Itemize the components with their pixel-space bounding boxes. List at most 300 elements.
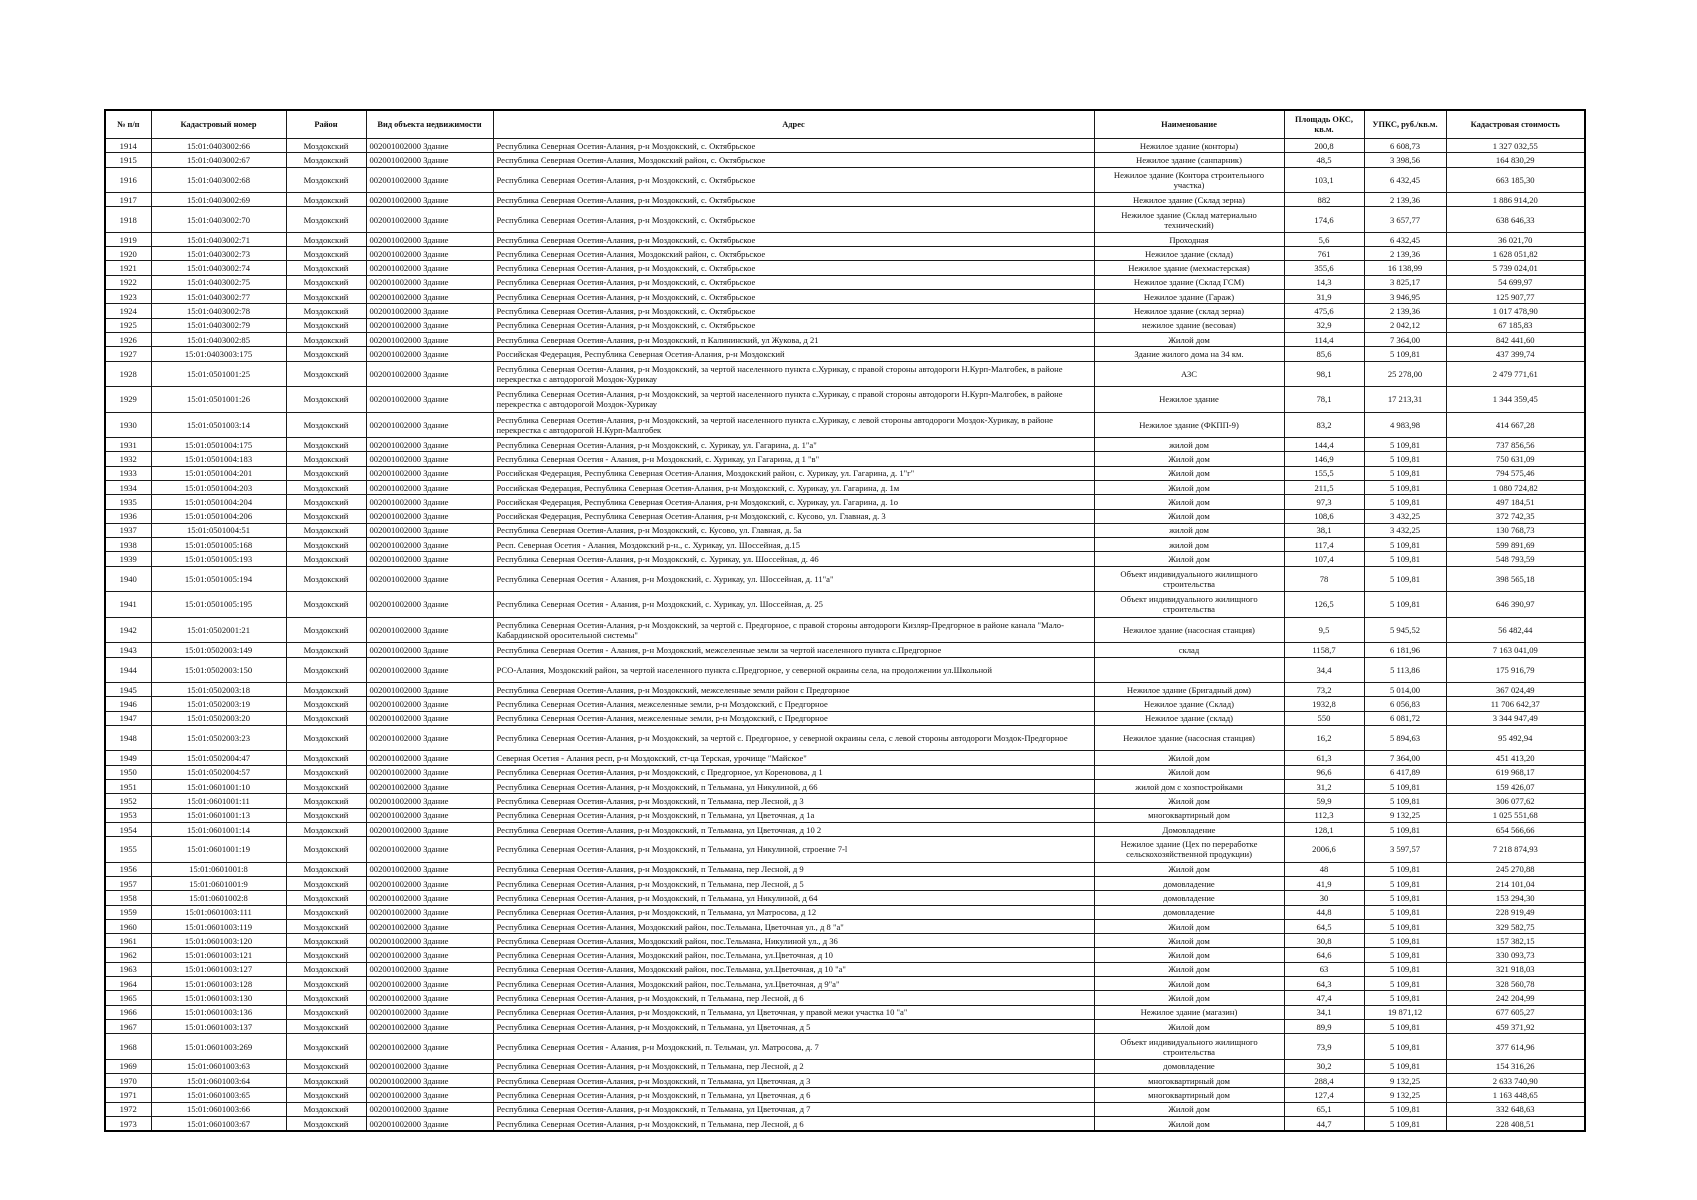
- name-cell: Нежилое здание (склад зерна): [1094, 304, 1284, 318]
- upks-cell: 3 597,57: [1364, 837, 1446, 863]
- area-cell: 117,4: [1284, 538, 1364, 552]
- district-cell: Моздокский: [286, 139, 366, 153]
- row-number-cell: 1960: [105, 919, 151, 933]
- table-row: [105, 232, 1585, 246]
- row-number-cell: 1915: [105, 153, 151, 167]
- object-type-cell: 002001002000 Здание: [366, 523, 493, 537]
- row-number-cell: 1942: [105, 617, 151, 643]
- area-cell: 38,1: [1284, 523, 1364, 537]
- object-type-cell: 002001002000 Здание: [366, 153, 493, 167]
- cadastral-value-cell: 794 575,46: [1446, 466, 1585, 480]
- cadastral-number-cell: 15:01:0601003:65: [151, 1088, 286, 1102]
- cadastral-number-cell: 15:01:0501005:168: [151, 538, 286, 552]
- address-cell: Республика Северная Осетия-Алания, р-н Моздокский, с. Октябрьское: [493, 139, 1094, 153]
- cadastral-value-cell: 67 185,83: [1446, 318, 1585, 332]
- table-body: [105, 139, 1585, 1132]
- address-cell: Республика Северная Осетия-Алания, р-н Моздокский, за чертой населенного пункта с.Хурикау, с левой стороны автодороги Моздок-Хурикау, в районе перекрестка с автодорогой Н.Курп-Малгобек: [493, 412, 1094, 438]
- area-cell: 30,2: [1284, 1059, 1364, 1073]
- cadastral-value-cell: 646 390,97: [1446, 592, 1585, 618]
- cadastral-value-cell: 159 426,07: [1446, 780, 1585, 794]
- object-type-cell: 002001002000 Здание: [366, 247, 493, 261]
- area-cell: 882: [1284, 193, 1364, 207]
- cadastral-number-cell: 15:01:0502003:19: [151, 697, 286, 711]
- address-cell: Республика Северная Осетия-Алания, р-н Моздокский, п Тельмана, ул Никулиной, д 64: [493, 891, 1094, 905]
- district-cell: Моздокский: [286, 592, 366, 618]
- area-cell: 64,3: [1284, 977, 1364, 991]
- row-number-cell: 1959: [105, 905, 151, 919]
- object-type-cell: 002001002000 Здание: [366, 261, 493, 275]
- row-number-cell: 1927: [105, 347, 151, 361]
- table-row: [105, 991, 1585, 1005]
- object-type-cell: 002001002000 Здание: [366, 697, 493, 711]
- name-cell: Нежилое здание (мехмастерская): [1094, 261, 1284, 275]
- name-cell: нежилое здание (весовая): [1094, 318, 1284, 332]
- object-type-cell: 002001002000 Здание: [366, 361, 493, 387]
- upks-cell: 9 132,25: [1364, 1074, 1446, 1088]
- cadastral-number-cell: 15:01:0501005:194: [151, 566, 286, 592]
- cadastral-value-cell: 11 706 642,37: [1446, 697, 1585, 711]
- upks-cell: 3 432,25: [1364, 509, 1446, 523]
- row-number-cell: 1961: [105, 934, 151, 948]
- name-cell: Нежилое здание (Склад зерна): [1094, 193, 1284, 207]
- row-number-cell: 1969: [105, 1059, 151, 1073]
- name-cell: Жилой дом: [1094, 934, 1284, 948]
- upks-cell: 17 213,31: [1364, 387, 1446, 413]
- table-row: [105, 1088, 1585, 1102]
- header-row: [105, 110, 1585, 139]
- object-type-cell: 002001002000 Здание: [366, 193, 493, 207]
- row-number-cell: 1953: [105, 808, 151, 822]
- cadastral-table: [104, 109, 1586, 1132]
- table-row: [105, 290, 1585, 304]
- upks-cell: 9 132,25: [1364, 1088, 1446, 1102]
- cadastral-value-cell: 1 163 448,65: [1446, 1088, 1585, 1102]
- upks-cell: 5 109,81: [1364, 891, 1446, 905]
- cadastral-number-cell: 15:01:0601003:269: [151, 1034, 286, 1060]
- area-cell: 200,8: [1284, 139, 1364, 153]
- cadastral-value-cell: 332 648,63: [1446, 1102, 1585, 1116]
- cadastral-number-cell: 15:01:0403002:85: [151, 332, 286, 346]
- district-cell: Моздокский: [286, 566, 366, 592]
- row-number-cell: 1967: [105, 1019, 151, 1033]
- name-cell: Нежилое здание (санпарник): [1094, 153, 1284, 167]
- district-cell: Моздокский: [286, 412, 366, 438]
- district-cell: Моздокский: [286, 877, 366, 891]
- address-cell: Республика Северная Осетия-Алания, р-н Моздокский, за чертой с. Предгорное, с правой стороны автодороги Кизляр-Предгорное в районе канала "Мало-Кабардинской оросительной системы": [493, 617, 1094, 643]
- upks-cell: 5 109,81: [1364, 991, 1446, 1005]
- table-row: [105, 332, 1585, 346]
- table-row: [105, 1074, 1585, 1088]
- object-type-cell: 002001002000 Здание: [366, 837, 493, 863]
- table-row: [105, 1034, 1585, 1060]
- area-cell: 83,2: [1284, 412, 1364, 438]
- cadastral-number-cell: 15:01:0403002:79: [151, 318, 286, 332]
- address-cell: Республика Северная Осетия-Алания, р-н Моздокский, п Тельмана, пер Лесной, д 6: [493, 1116, 1094, 1131]
- row-number-cell: 1949: [105, 751, 151, 765]
- table-row: [105, 261, 1585, 275]
- district-cell: Моздокский: [286, 822, 366, 836]
- cadastral-number-cell: 15:01:0501004:183: [151, 452, 286, 466]
- object-type-cell: 002001002000 Здание: [366, 822, 493, 836]
- upks-cell: 5 109,81: [1364, 452, 1446, 466]
- cadastral-value-cell: 5 739 024,01: [1446, 261, 1585, 275]
- header-cell: Кадастровый номер: [151, 110, 286, 139]
- upks-cell: 7 364,00: [1364, 332, 1446, 346]
- area-cell: 550: [1284, 711, 1364, 725]
- table-row: [105, 480, 1585, 494]
- address-cell: РСО-Алания, Моздокский район, за чертой населенного пункта с.Предгорное, у северной окраины села, на продолжении ул.Школьной: [493, 657, 1094, 683]
- row-number-cell: 1965: [105, 991, 151, 1005]
- cadastral-number-cell: 15:01:0502003:20: [151, 711, 286, 725]
- address-cell: Республика Северная Осетия - Алания, р-н Моздокский, с. Хурикау, ул Гагарина, д 1 "в": [493, 452, 1094, 466]
- cadastral-number-cell: 15:01:0403002:78: [151, 304, 286, 318]
- district-cell: Моздокский: [286, 261, 366, 275]
- address-cell: Республика Северная Осетия-Алания, р-н Моздокский, п Тельмана, ул Цветочная, у правой межи участка 10 "а": [493, 1005, 1094, 1019]
- cadastral-number-cell: 15:01:0502003:18: [151, 683, 286, 697]
- object-type-cell: 002001002000 Здание: [366, 139, 493, 153]
- header-cell: Наименование: [1094, 110, 1284, 139]
- district-cell: Моздокский: [286, 387, 366, 413]
- area-cell: 65,1: [1284, 1102, 1364, 1116]
- name-cell: Жилой дом: [1094, 962, 1284, 976]
- table-row: [105, 304, 1585, 318]
- row-number-cell: 1945: [105, 683, 151, 697]
- address-cell: Республика Северная Осетия-Алания, р-н Моздокский, п Тельмана, ул Никулиной, д 66: [493, 780, 1094, 794]
- area-cell: 107,4: [1284, 552, 1364, 566]
- area-cell: 31,2: [1284, 780, 1364, 794]
- cadastral-number-cell: 15:01:0502004:57: [151, 765, 286, 779]
- object-type-cell: 002001002000 Здание: [366, 862, 493, 876]
- cadastral-value-cell: 175 916,79: [1446, 657, 1585, 683]
- table-row: [105, 794, 1585, 808]
- table-row: [105, 247, 1585, 261]
- area-cell: 64,5: [1284, 919, 1364, 933]
- name-cell: [1094, 657, 1284, 683]
- header-cell: УПКС, руб./кв.м.: [1364, 110, 1446, 139]
- name-cell: Жилой дом: [1094, 1116, 1284, 1131]
- table-row: [105, 837, 1585, 863]
- cadastral-value-cell: 242 204,99: [1446, 991, 1585, 1005]
- area-cell: 114,4: [1284, 332, 1364, 346]
- upks-cell: 2 139,36: [1364, 193, 1446, 207]
- row-number-cell: 1916: [105, 167, 151, 193]
- cadastral-number-cell: 15:01:0601003:137: [151, 1019, 286, 1033]
- cadastral-number-cell: 15:01:0403002:69: [151, 193, 286, 207]
- object-type-cell: 002001002000 Здание: [366, 1005, 493, 1019]
- address-cell: Республика Северная Осетия-Алания, р-н Моздокский, за чертой населенного пункта с.Хурикау, с правой стороны автодороги Н.Курп-Малгобек, в районе перекрестка с автодорогой Моздок-Хурикау: [493, 387, 1094, 413]
- row-number-cell: 1968: [105, 1034, 151, 1060]
- name-cell: Жилой дом: [1094, 991, 1284, 1005]
- district-cell: Моздокский: [286, 1019, 366, 1033]
- object-type-cell: 002001002000 Здание: [366, 480, 493, 494]
- area-cell: 14,3: [1284, 275, 1364, 289]
- cadastral-value-cell: 3 344 947,49: [1446, 711, 1585, 725]
- row-number-cell: 1963: [105, 962, 151, 976]
- upks-cell: 3 398,56: [1364, 153, 1446, 167]
- area-cell: 30: [1284, 891, 1364, 905]
- name-cell: жилой дом с хозпостройками: [1094, 780, 1284, 794]
- district-cell: Моздокский: [286, 977, 366, 991]
- upks-cell: 5 945,52: [1364, 617, 1446, 643]
- district-cell: Моздокский: [286, 697, 366, 711]
- upks-cell: 5 014,00: [1364, 683, 1446, 697]
- cadastral-value-cell: 2 479 771,61: [1446, 361, 1585, 387]
- district-cell: Моздокский: [286, 509, 366, 523]
- table-row: [105, 566, 1585, 592]
- name-cell: Нежилое здание (склад): [1094, 247, 1284, 261]
- cadastral-value-cell: 451 413,20: [1446, 751, 1585, 765]
- upks-cell: 5 109,81: [1364, 948, 1446, 962]
- address-cell: Северная Осетия - Алания респ, р-н Моздокский, ст-ца Терская, урочище "Майское": [493, 751, 1094, 765]
- cadastral-number-cell: 15:01:0601001:9: [151, 877, 286, 891]
- address-cell: Республика Северная Осетия-Алания, р-н Моздокский, п Калининский, ул Жукова, д 21: [493, 332, 1094, 346]
- name-cell: многоквартирный дом: [1094, 1074, 1284, 1088]
- row-number-cell: 1914: [105, 139, 151, 153]
- district-cell: Моздокский: [286, 232, 366, 246]
- row-number-cell: 1957: [105, 877, 151, 891]
- cadastral-number-cell: 15:01:0601001:11: [151, 794, 286, 808]
- cadastral-number-cell: 15:01:0403002:71: [151, 232, 286, 246]
- cadastral-number-cell: 15:01:0501004:204: [151, 495, 286, 509]
- address-cell: Респ. Северная Осетия - Алания, Моздокский р-н., с. Хурикау, ул. Шоссейная, д.15: [493, 538, 1094, 552]
- district-cell: Моздокский: [286, 751, 366, 765]
- cadastral-number-cell: 15:01:0502003:149: [151, 643, 286, 657]
- name-cell: домовладение: [1094, 1059, 1284, 1073]
- row-number-cell: 1930: [105, 412, 151, 438]
- object-type-cell: 002001002000 Здание: [366, 1059, 493, 1073]
- object-type-cell: 002001002000 Здание: [366, 711, 493, 725]
- row-number-cell: 1919: [105, 232, 151, 246]
- row-number-cell: 1939: [105, 552, 151, 566]
- cadastral-value-cell: 228 408,51: [1446, 1116, 1585, 1131]
- upks-cell: 5 109,81: [1364, 794, 1446, 808]
- row-number-cell: 1924: [105, 304, 151, 318]
- area-cell: 211,5: [1284, 480, 1364, 494]
- table-row: [105, 780, 1585, 794]
- row-number-cell: 1956: [105, 862, 151, 876]
- area-cell: 1158,7: [1284, 643, 1364, 657]
- object-type-cell: 002001002000 Здание: [366, 948, 493, 962]
- upks-cell: 5 109,81: [1364, 466, 1446, 480]
- address-cell: Республика Северная Осетия-Алания, р-н Моздокский, за чертой населенного пункта с.Хурикау, с правой стороны автодороги Н.Курп-Малгобек, в районе перекрестка с автодорогой Моздок-Хурикау: [493, 361, 1094, 387]
- row-number-cell: 1920: [105, 247, 151, 261]
- cadastral-number-cell: 15:01:0403002:66: [151, 139, 286, 153]
- address-cell: Республика Северная Осетия-Алания, р-н Моздокский, п Тельмана, пер Лесной, д 6: [493, 991, 1094, 1005]
- row-number-cell: 1940: [105, 566, 151, 592]
- object-type-cell: 002001002000 Здание: [366, 552, 493, 566]
- address-cell: Республика Северная Осетия-Алания, Моздокский район, пос.Тельмана, Никулиной ул., д 36: [493, 934, 1094, 948]
- district-cell: Моздокский: [286, 948, 366, 962]
- area-cell: 98,1: [1284, 361, 1364, 387]
- object-type-cell: 002001002000 Здание: [366, 765, 493, 779]
- cadastral-number-cell: 15:01:0601001:10: [151, 780, 286, 794]
- object-type-cell: 002001002000 Здание: [366, 725, 493, 751]
- cadastral-value-cell: 737 856,56: [1446, 438, 1585, 452]
- object-type-cell: 002001002000 Здание: [366, 643, 493, 657]
- cadastral-value-cell: 306 077,62: [1446, 794, 1585, 808]
- cadastral-number-cell: 15:01:0501005:193: [151, 552, 286, 566]
- district-cell: Моздокский: [286, 934, 366, 948]
- address-cell: Российская Федерация, Республика Северная Осетия-Алания, р-н Моздокский: [493, 347, 1094, 361]
- address-cell: Республика Северная Осетия-Алания, Моздокский район, пос.Тельмана, ул.Цветочная, д 10: [493, 948, 1094, 962]
- cadastral-value-cell: 1 080 724,82: [1446, 480, 1585, 494]
- district-cell: Моздокский: [286, 480, 366, 494]
- district-cell: Моздокский: [286, 837, 366, 863]
- area-cell: 85,6: [1284, 347, 1364, 361]
- row-number-cell: 1955: [105, 837, 151, 863]
- object-type-cell: 002001002000 Здание: [366, 780, 493, 794]
- table-row: [105, 318, 1585, 332]
- name-cell: Нежилое здание (Бригадный дом): [1094, 683, 1284, 697]
- table-row: [105, 891, 1585, 905]
- document-page: [104, 109, 1584, 1132]
- area-cell: 47,4: [1284, 991, 1364, 1005]
- cadastral-value-cell: 750 631,09: [1446, 452, 1585, 466]
- object-type-cell: 002001002000 Здание: [366, 977, 493, 991]
- table-row: [105, 962, 1585, 976]
- address-cell: Республика Северная Осетия-Алания, р-н Моздокский, с. Октябрьское: [493, 304, 1094, 318]
- object-type-cell: 002001002000 Здание: [366, 452, 493, 466]
- name-cell: Жилой дом: [1094, 862, 1284, 876]
- district-cell: Моздокский: [286, 711, 366, 725]
- row-number-cell: 1936: [105, 509, 151, 523]
- upks-cell: 3 657,77: [1364, 207, 1446, 233]
- district-cell: Моздокский: [286, 862, 366, 876]
- object-type-cell: 002001002000 Здание: [366, 919, 493, 933]
- table-row: [105, 193, 1585, 207]
- address-cell: Республика Северная Осетия-Алания, р-н Моздокский, с. Октябрьское: [493, 275, 1094, 289]
- cadastral-number-cell: 15:01:0601003:111: [151, 905, 286, 919]
- cadastral-number-cell: 15:01:0403003:175: [151, 347, 286, 361]
- district-cell: Моздокский: [286, 538, 366, 552]
- table-row: [105, 167, 1585, 193]
- district-cell: Моздокский: [286, 683, 366, 697]
- upks-cell: 6 181,96: [1364, 643, 1446, 657]
- cadastral-value-cell: 125 907,77: [1446, 290, 1585, 304]
- header-cell: Район: [286, 110, 366, 139]
- object-type-cell: 002001002000 Здание: [366, 387, 493, 413]
- area-cell: 64,6: [1284, 948, 1364, 962]
- name-cell: Нежилое здание (Склад ГСМ): [1094, 275, 1284, 289]
- table-row: [105, 361, 1585, 387]
- name-cell: Объект индивидуального жилищного строительства: [1094, 566, 1284, 592]
- area-cell: 34,1: [1284, 1005, 1364, 1019]
- cadastral-number-cell: 15:01:0403002:70: [151, 207, 286, 233]
- table-row: [105, 538, 1585, 552]
- upks-cell: 5 109,81: [1364, 1059, 1446, 1073]
- district-cell: Моздокский: [286, 153, 366, 167]
- table-row: [105, 347, 1585, 361]
- area-cell: 32,9: [1284, 318, 1364, 332]
- district-cell: Моздокский: [286, 794, 366, 808]
- cadastral-number-cell: 15:01:0403002:74: [151, 261, 286, 275]
- area-cell: 126,5: [1284, 592, 1364, 618]
- object-type-cell: 002001002000 Здание: [366, 412, 493, 438]
- cadastral-value-cell: 459 371,92: [1446, 1019, 1585, 1033]
- address-cell: Республика Северная Осетия-Алания, р-н Моздокский, п Тельмана, пер Лесной, д 5: [493, 877, 1094, 891]
- address-cell: Российская Федерация, Республика Северная Осетия-Алания, р-н Моздокский, с. Хурикау, ул. Гагарина, д. 1о: [493, 495, 1094, 509]
- address-cell: Республика Северная Осетия-Алания, Моздокский район, пос.Тельмана, ул.Цветочная, д 10 "а": [493, 962, 1094, 976]
- address-cell: Республика Северная Осетия - Алания, р-н Моздокский, п. Тельман, ул. Матросова, д. 7: [493, 1034, 1094, 1060]
- row-number-cell: 1921: [105, 261, 151, 275]
- district-cell: Моздокский: [286, 332, 366, 346]
- table-row: [105, 877, 1585, 891]
- district-cell: Моздокский: [286, 452, 366, 466]
- upks-cell: 5 109,81: [1364, 862, 1446, 876]
- district-cell: Моздокский: [286, 765, 366, 779]
- row-number-cell: 1962: [105, 948, 151, 962]
- cadastral-value-cell: 329 582,75: [1446, 919, 1585, 933]
- district-cell: Моздокский: [286, 1116, 366, 1131]
- name-cell: Жилой дом: [1094, 332, 1284, 346]
- row-number-cell: 1971: [105, 1088, 151, 1102]
- row-number-cell: 1917: [105, 193, 151, 207]
- name-cell: Нежилое здание: [1094, 387, 1284, 413]
- table-row: [105, 452, 1585, 466]
- cadastral-value-cell: 328 560,78: [1446, 977, 1585, 991]
- cadastral-value-cell: 95 492,94: [1446, 725, 1585, 751]
- name-cell: Нежилое здание (Склад): [1094, 697, 1284, 711]
- row-number-cell: 1948: [105, 725, 151, 751]
- cadastral-number-cell: 15:01:0502004:47: [151, 751, 286, 765]
- cadastral-value-cell: 228 919,49: [1446, 905, 1585, 919]
- area-cell: 1932,8: [1284, 697, 1364, 711]
- row-number-cell: 1931: [105, 438, 151, 452]
- row-number-cell: 1954: [105, 822, 151, 836]
- row-number-cell: 1972: [105, 1102, 151, 1116]
- area-cell: 146,9: [1284, 452, 1364, 466]
- area-cell: 48: [1284, 862, 1364, 876]
- upks-cell: 5 109,81: [1364, 1034, 1446, 1060]
- row-number-cell: 1944: [105, 657, 151, 683]
- name-cell: жилой дом: [1094, 523, 1284, 537]
- address-cell: Республика Северная Осетия-Алания, р-н Моздокский, с. Октябрьское: [493, 261, 1094, 275]
- area-cell: 108,6: [1284, 509, 1364, 523]
- name-cell: Жилой дом: [1094, 1019, 1284, 1033]
- cadastral-number-cell: 15:01:0501004:51: [151, 523, 286, 537]
- object-type-cell: 002001002000 Здание: [366, 438, 493, 452]
- upks-cell: 5 109,81: [1364, 977, 1446, 991]
- cadastral-number-cell: 15:01:0403002:67: [151, 153, 286, 167]
- upks-cell: 6 608,73: [1364, 139, 1446, 153]
- table-row: [105, 466, 1585, 480]
- address-cell: Республика Северная Осетия-Алания, р-н Моздокский, межселенные земли район с Предгорное: [493, 683, 1094, 697]
- address-cell: Республика Северная Осетия-Алания, р-н Моздокский, п Тельмана, ул Матросова, д 12: [493, 905, 1094, 919]
- cadastral-number-cell: 15:01:0403002:73: [151, 247, 286, 261]
- row-number-cell: 1946: [105, 697, 151, 711]
- object-type-cell: 002001002000 Здание: [366, 566, 493, 592]
- address-cell: Республика Северная Осетия - Алания, р-н Моздокский, с. Хурикау, ул. Шоссейная, д. 25: [493, 592, 1094, 618]
- cadastral-value-cell: 7 218 874,93: [1446, 837, 1585, 863]
- address-cell: Республика Северная Осетия-Алания, р-н Моздокский, п Тельмана, ул Цветочная, д 3: [493, 1074, 1094, 1088]
- table-row: [105, 153, 1585, 167]
- table-row: [105, 934, 1585, 948]
- table-row: [105, 207, 1585, 233]
- area-cell: 73,9: [1284, 1034, 1364, 1060]
- name-cell: Нежилое здание (насосная станция): [1094, 617, 1284, 643]
- name-cell: Объект индивидуального жилищного строительства: [1094, 1034, 1284, 1060]
- cadastral-value-cell: 638 646,33: [1446, 207, 1585, 233]
- name-cell: Нежилое здание (насосная станция): [1094, 725, 1284, 751]
- area-cell: 63: [1284, 962, 1364, 976]
- row-number-cell: 1947: [105, 711, 151, 725]
- district-cell: Моздокский: [286, 275, 366, 289]
- district-cell: Моздокский: [286, 1074, 366, 1088]
- row-number-cell: 1932: [105, 452, 151, 466]
- name-cell: Объект индивидуального жилищного строительства: [1094, 592, 1284, 618]
- header-cell: Вид объекта недвижимости: [366, 110, 493, 139]
- object-type-cell: 002001002000 Здание: [366, 905, 493, 919]
